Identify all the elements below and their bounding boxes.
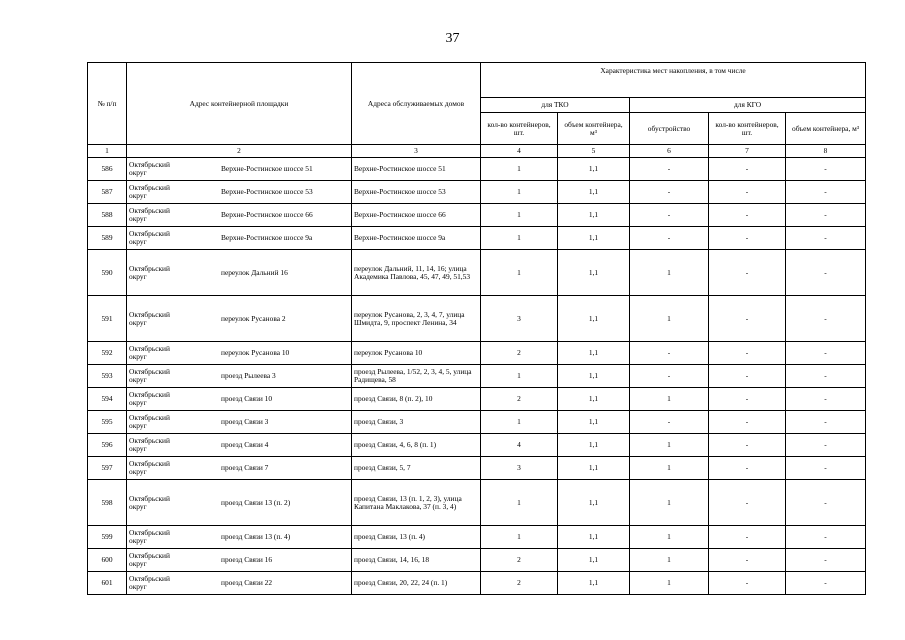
- site-address-cell: [127, 480, 352, 526]
- district-name: Октябрьский округ: [129, 390, 170, 407]
- kgo-arrangement: -: [630, 411, 709, 434]
- kgo-volume: -: [786, 388, 866, 411]
- kgo-volume: -: [786, 434, 866, 457]
- row-number: 597: [88, 457, 127, 480]
- table-row: [88, 434, 866, 457]
- kgo-arrangement: 1: [630, 388, 709, 411]
- tko-volume: 1,1: [558, 480, 630, 526]
- served-houses: проезд Связи, 13 (п. 1, 2, 3), улица Капитана Маклакова, 37 (п. 3, 4): [352, 480, 481, 526]
- site-address-cell: [127, 158, 352, 181]
- district-name: Октябрьский округ: [129, 574, 170, 591]
- kgo-count: -: [709, 342, 786, 365]
- header-served-houses: Адреса обслуживаемых домов: [352, 63, 481, 145]
- kgo-volume: -: [786, 181, 866, 204]
- row-number: 591: [88, 296, 127, 342]
- header-kgo-count: кол-во контейнеров, шт.: [709, 113, 786, 145]
- tko-volume: 1,1: [558, 250, 630, 296]
- site-address-cell: [127, 549, 352, 572]
- header-num: № п/п: [88, 63, 127, 145]
- tko-count: 1: [481, 526, 558, 549]
- row-number: 588: [88, 204, 127, 227]
- served-houses: проезд Рылеева, 1/52, 2, 3, 4, 5, улица Радищева, 58: [352, 365, 481, 388]
- site-address-cell: [127, 411, 352, 434]
- district-name: Октябрьский округ: [129, 436, 170, 453]
- site-address-cell: [127, 457, 352, 480]
- tko-volume: 1,1: [558, 388, 630, 411]
- district-name: Октябрьский округ: [129, 263, 170, 281]
- site-address-cell: [127, 388, 352, 411]
- site-street: Верхне-Ростинское шоссе 51: [221, 164, 313, 173]
- kgo-arrangement: 1: [630, 250, 709, 296]
- served-houses: проезд Связи, 5, 7: [352, 457, 481, 480]
- column-number: 5: [558, 145, 630, 158]
- row-number: 587: [88, 181, 127, 204]
- table-row: [88, 457, 866, 480]
- tko-volume: 1,1: [558, 204, 630, 227]
- site-street: проезд Связи 7: [221, 463, 269, 472]
- tko-count: 1: [481, 204, 558, 227]
- header-tko-volume: объем контейнера, м³: [558, 113, 630, 145]
- table-row: [88, 572, 866, 595]
- column-number-row: [88, 145, 866, 158]
- kgo-volume: -: [786, 204, 866, 227]
- site-street: проезд Связи 13 (п. 2): [221, 497, 291, 507]
- district-name: Октябрьский округ: [129, 551, 170, 568]
- kgo-volume: -: [786, 342, 866, 365]
- kgo-volume: -: [786, 411, 866, 434]
- site-street: проезд Связи 13 (п. 4): [221, 532, 291, 541]
- kgo-arrangement: -: [630, 342, 709, 365]
- tko-count: 2: [481, 572, 558, 595]
- site-address-cell: [127, 526, 352, 549]
- kgo-count: -: [709, 250, 786, 296]
- site-street: переулок Русанова 2: [221, 313, 286, 323]
- table-row: [88, 250, 866, 296]
- row-number: 593: [88, 365, 127, 388]
- kgo-count: -: [709, 526, 786, 549]
- kgo-arrangement: 1: [630, 434, 709, 457]
- header-kgo-arrangement: обустройство: [630, 113, 709, 145]
- table-row: [88, 227, 866, 250]
- served-houses: Верхне-Ростинское шоссе 53: [352, 181, 481, 204]
- site-address-cell: [127, 572, 352, 595]
- column-number: 6: [630, 145, 709, 158]
- site-street: проезд Связи 3: [221, 417, 269, 426]
- kgo-volume: -: [786, 480, 866, 526]
- column-number: 8: [786, 145, 866, 158]
- row-number: 599: [88, 526, 127, 549]
- site-address-cell: [127, 365, 352, 388]
- tko-volume: 1,1: [558, 411, 630, 434]
- tko-count: 3: [481, 296, 558, 342]
- district-name: Октябрьский округ: [129, 367, 170, 384]
- row-number: 600: [88, 549, 127, 572]
- row-number: 594: [88, 388, 127, 411]
- header-kgo-volume: объем контейнера, м³: [786, 113, 866, 145]
- site-street: проезд Связи 22: [221, 578, 273, 587]
- table-row: [88, 526, 866, 549]
- tko-volume: 1,1: [558, 342, 630, 365]
- site-street: Верхне-Ростинское шоссе 66: [221, 210, 313, 219]
- table-row: [88, 365, 866, 388]
- served-houses: переулок Русанова, 2, 3, 4, 7, улица Шмидта, 9, проспект Ленина, 34: [352, 296, 481, 342]
- kgo-volume: -: [786, 296, 866, 342]
- site-street: проезд Связи 4: [221, 440, 269, 449]
- kgo-volume: -: [786, 549, 866, 572]
- kgo-volume: -: [786, 457, 866, 480]
- kgo-count: -: [709, 227, 786, 250]
- kgo-volume: -: [786, 572, 866, 595]
- column-number: 4: [481, 145, 558, 158]
- kgo-arrangement: 1: [630, 526, 709, 549]
- kgo-arrangement: -: [630, 365, 709, 388]
- table-row: [88, 549, 866, 572]
- tko-volume: 1,1: [558, 526, 630, 549]
- row-number: 590: [88, 250, 127, 296]
- district-name: Октябрьский округ: [129, 160, 170, 177]
- kgo-count: -: [709, 457, 786, 480]
- site-street: переулок Русанова 10: [221, 348, 290, 357]
- row-number: 586: [88, 158, 127, 181]
- site-address-cell: [127, 181, 352, 204]
- tko-volume: 1,1: [558, 365, 630, 388]
- row-number: 598: [88, 480, 127, 526]
- row-number: 601: [88, 572, 127, 595]
- site-street: проезд Рылеева 3: [221, 371, 276, 380]
- tko-count: 2: [481, 549, 558, 572]
- row-number: 595: [88, 411, 127, 434]
- container-sites-table: [87, 62, 866, 595]
- served-houses: проезд Связи, 3: [352, 411, 481, 434]
- tko-count: 4: [481, 434, 558, 457]
- column-number: 2: [127, 145, 352, 158]
- kgo-count: -: [709, 204, 786, 227]
- tko-volume: 1,1: [558, 549, 630, 572]
- kgo-count: -: [709, 572, 786, 595]
- kgo-count: -: [709, 411, 786, 434]
- kgo-volume: -: [786, 250, 866, 296]
- tko-volume: 1,1: [558, 457, 630, 480]
- served-houses: проезд Связи, 20, 22, 24 (п. 1): [352, 572, 481, 595]
- site-street: переулок Дальний 16: [221, 267, 288, 277]
- kgo-volume: -: [786, 158, 866, 181]
- kgo-count: -: [709, 181, 786, 204]
- district-name: Октябрьский округ: [129, 528, 170, 545]
- page-number: 37: [445, 31, 460, 46]
- table-row: [88, 342, 866, 365]
- row-number: 596: [88, 434, 127, 457]
- tko-count: 1: [481, 365, 558, 388]
- header-site-address: Адрес контейнерной площадки: [127, 63, 352, 145]
- served-houses: переулок Дальний, 11, 14, 16; улица Академика Павлова, 45, 47, 49, 51,53: [352, 250, 481, 296]
- table-row: [88, 388, 866, 411]
- tko-count: 1: [481, 480, 558, 526]
- tko-volume: 1,1: [558, 572, 630, 595]
- served-houses: проезд Связи, 13 (п. 4): [352, 526, 481, 549]
- header-kgo: для КГО: [630, 98, 866, 113]
- column-number: 1: [88, 145, 127, 158]
- served-houses: Верхне-Ростинское шоссе 9а: [352, 227, 481, 250]
- district-name: Октябрьский округ: [129, 413, 170, 430]
- tko-count: 1: [481, 250, 558, 296]
- table-row: [88, 296, 866, 342]
- served-houses: Верхне-Ростинское шоссе 51: [352, 158, 481, 181]
- table-row: [88, 158, 866, 181]
- district-name: Октябрьский округ: [129, 229, 170, 246]
- tko-volume: 1,1: [558, 181, 630, 204]
- tko-volume: 1,1: [558, 158, 630, 181]
- district-name: Октябрьский округ: [129, 183, 170, 200]
- column-number: 3: [352, 145, 481, 158]
- kgo-arrangement: -: [630, 158, 709, 181]
- kgo-count: -: [709, 480, 786, 526]
- table-row: [88, 181, 866, 204]
- served-houses: переулок Русанова 10: [352, 342, 481, 365]
- tko-count: 1: [481, 181, 558, 204]
- tko-count: 1: [481, 227, 558, 250]
- kgo-arrangement: 1: [630, 572, 709, 595]
- site-address-cell: [127, 250, 352, 296]
- kgo-arrangement: -: [630, 227, 709, 250]
- tko-volume: 1,1: [558, 296, 630, 342]
- site-street: Верхне-Ростинское шоссе 9а: [221, 233, 313, 242]
- served-houses: проезд Связи, 8 (п. 2), 10: [352, 388, 481, 411]
- kgo-count: -: [709, 365, 786, 388]
- kgo-volume: -: [786, 526, 866, 549]
- served-houses: проезд Связи, 4, 6, 8 (п. 1): [352, 434, 481, 457]
- tko-volume: 1,1: [558, 227, 630, 250]
- column-number: 7: [709, 145, 786, 158]
- site-address-cell: [127, 204, 352, 227]
- site-street: проезд Связи 16: [221, 555, 273, 564]
- district-name: Октябрьский округ: [129, 493, 170, 511]
- kgo-count: -: [709, 296, 786, 342]
- header-tko: для ТКО: [481, 98, 630, 113]
- table-row: [88, 480, 866, 526]
- site-street: Верхне-Ростинское шоссе 53: [221, 187, 313, 196]
- kgo-count: -: [709, 388, 786, 411]
- site-street: проезд Связи 10: [221, 394, 273, 403]
- tko-count: 3: [481, 457, 558, 480]
- district-name: Октябрьский округ: [129, 459, 170, 476]
- tko-count: 1: [481, 158, 558, 181]
- header-characteristics: Характеристика мест накопления, в том числе: [481, 63, 866, 98]
- row-number: 592: [88, 342, 127, 365]
- tko-count: 2: [481, 388, 558, 411]
- tko-volume: 1,1: [558, 434, 630, 457]
- kgo-arrangement: -: [630, 204, 709, 227]
- kgo-arrangement: 1: [630, 457, 709, 480]
- served-houses: Верхне-Ростинское шоссе 66: [352, 204, 481, 227]
- tko-count: 2: [481, 342, 558, 365]
- kgo-arrangement: 1: [630, 296, 709, 342]
- kgo-count: -: [709, 158, 786, 181]
- kgo-volume: -: [786, 227, 866, 250]
- kgo-arrangement: 1: [630, 549, 709, 572]
- district-name: Октябрьский округ: [129, 206, 170, 223]
- site-address-cell: [127, 227, 352, 250]
- header-tko-count: кол-во контейнеров, шт.: [481, 113, 558, 145]
- kgo-arrangement: 1: [630, 480, 709, 526]
- district-name: Октябрьский округ: [129, 344, 170, 361]
- served-houses: проезд Связи, 14, 16, 18: [352, 549, 481, 572]
- site-address-cell: [127, 296, 352, 342]
- table-row: [88, 411, 866, 434]
- site-address-cell: [127, 434, 352, 457]
- kgo-count: -: [709, 549, 786, 572]
- table-row: [88, 204, 866, 227]
- kgo-volume: -: [786, 365, 866, 388]
- kgo-count: -: [709, 434, 786, 457]
- row-number: 589: [88, 227, 127, 250]
- district-name: Октябрьский округ: [129, 309, 170, 327]
- kgo-arrangement: -: [630, 181, 709, 204]
- tko-count: 1: [481, 411, 558, 434]
- site-address-cell: [127, 342, 352, 365]
